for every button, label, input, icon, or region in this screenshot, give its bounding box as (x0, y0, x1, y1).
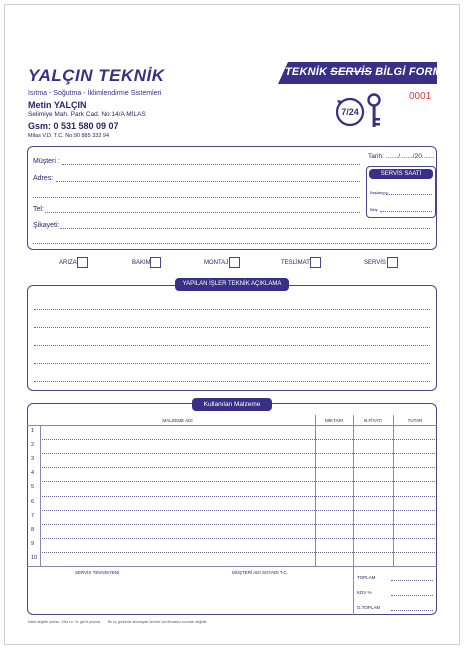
row-number: 4 (31, 470, 35, 477)
check-label-bakim: BAKIM (132, 260, 151, 266)
row-number: 7 (31, 512, 35, 519)
footer-note-left: Nakit değildir çek/sn. 1/ba t.e ÷b; gar'nt peyimz (28, 620, 101, 624)
row-number: 3 (31, 456, 35, 463)
vat-line[interactable] (391, 595, 433, 596)
table-bottom-line (27, 566, 437, 567)
table-vline-2 (315, 415, 316, 566)
tax-info: Milas V.D. T.C. No:90 885 332 94 (28, 133, 110, 139)
table-header-line (27, 425, 437, 426)
col-header-qty: MİKTARI (325, 418, 343, 423)
end-time-line[interactable] (380, 211, 432, 212)
form-title (285, 66, 450, 78)
row-number: 8 (31, 526, 35, 533)
checkbox-ariza[interactable] (77, 257, 88, 268)
table-vline-3 (353, 415, 354, 615)
row-number: 9 (31, 540, 35, 547)
table-row[interactable] (42, 496, 435, 497)
check-label-teslimat: TESLİMAT (281, 260, 310, 266)
table-row[interactable] (42, 524, 435, 525)
vat-label: KDV % (357, 590, 372, 595)
checkbox-teslimat[interactable] (310, 257, 321, 268)
col-header-name: MALZEME ADI (162, 418, 193, 423)
service-247-logo (335, 92, 385, 132)
col-header-total: TUTAR (407, 418, 423, 423)
total-label: TOPLAM (357, 575, 376, 580)
table-row[interactable] (42, 538, 435, 539)
table-vline-1 (40, 425, 41, 566)
work-line-1[interactable] (34, 309, 430, 310)
complaint-label: Şikayeti: (33, 222, 60, 229)
work-line-2[interactable] (34, 327, 430, 328)
table-row[interactable] (42, 439, 435, 440)
complaint-line-1[interactable] (60, 228, 430, 229)
row-number: 5 (31, 484, 35, 491)
table-row[interactable] (42, 552, 435, 553)
customer-signature-label: MÜŞTERİ ADI SOYADI T.C. (232, 570, 288, 575)
footer-note-mid: Bir kç gününde alınmayan ürünler için firmamız sorumlu değildir (108, 620, 207, 624)
row-number: 6 (31, 498, 35, 505)
row-number: 10 (31, 554, 38, 561)
logo-247-text: 7/24 (341, 107, 359, 117)
company-phone: Gsm: 0 531 580 09 07 (28, 121, 119, 131)
start-time-label: Başlangıç: (370, 190, 389, 195)
customer-line[interactable] (62, 164, 360, 165)
complaint-line-2[interactable] (33, 243, 430, 244)
work-line-4[interactable] (34, 363, 430, 364)
technician-signature-label: SERVİS TEKNİSYENİ (75, 570, 120, 575)
service-time-pill: SERVİS SAATİ (369, 169, 433, 179)
table-row[interactable] (42, 510, 435, 511)
table-row[interactable] (42, 481, 435, 482)
work-line-5[interactable] (34, 381, 430, 382)
end-time-label: Bitiş: (370, 207, 379, 212)
date-field[interactable]: Tarih: ......./......./20....... (368, 153, 435, 160)
grand-total-label: G.TOPLAM (357, 605, 381, 610)
work-description-box (27, 285, 437, 391)
work-line-3[interactable] (34, 345, 430, 346)
check-label-montaj: MONTAJ (204, 260, 229, 266)
start-time-line[interactable] (386, 194, 432, 195)
row-number: 2 (31, 442, 35, 449)
row-number: 1 (31, 428, 35, 434)
check-label-ariza: ARIZA (59, 260, 77, 266)
phone-line[interactable] (45, 212, 360, 213)
form-title-strike: SERVİS (330, 66, 372, 78)
work-description-title: YAPILAN İŞLER TEKNİK AÇIKLAMA (175, 278, 289, 291)
address-line-1[interactable] (56, 181, 360, 182)
company-address: Selimiye Mah. Park Cad. No:14/A MİLAS (28, 111, 146, 118)
table-vline-4 (393, 415, 394, 566)
owner-name: Metin YALÇIN (28, 100, 87, 110)
checkbox-servis[interactable] (387, 257, 398, 268)
address-line-2[interactable] (33, 197, 360, 198)
address-label: Adres: (33, 175, 54, 182)
col-header-price: B.FİYATI (364, 418, 382, 423)
materials-title: Kullanılan Malzeme (192, 398, 272, 411)
check-label-servis: SERVİS (364, 260, 386, 266)
form-title-post: BİLGİ FORMU (371, 66, 451, 78)
form-title-pre: TEKNİK (285, 66, 331, 78)
serial-number: 0001 (409, 91, 432, 102)
table-row[interactable] (42, 453, 435, 454)
grand-total-line[interactable] (391, 610, 433, 611)
total-line[interactable] (391, 580, 433, 581)
key-icon (369, 95, 381, 128)
customer-label: Müşteri : (33, 158, 60, 165)
table-row[interactable] (42, 467, 435, 468)
company-name: YALÇIN TEKNİK (28, 66, 165, 85)
phone-label: Tel: (33, 206, 44, 213)
checkbox-bakim[interactable] (150, 257, 161, 268)
checkbox-montaj[interactable] (229, 257, 240, 268)
company-tagline: Isıtma - Soğutma - İklimlendirme Sistemleri (28, 90, 162, 97)
